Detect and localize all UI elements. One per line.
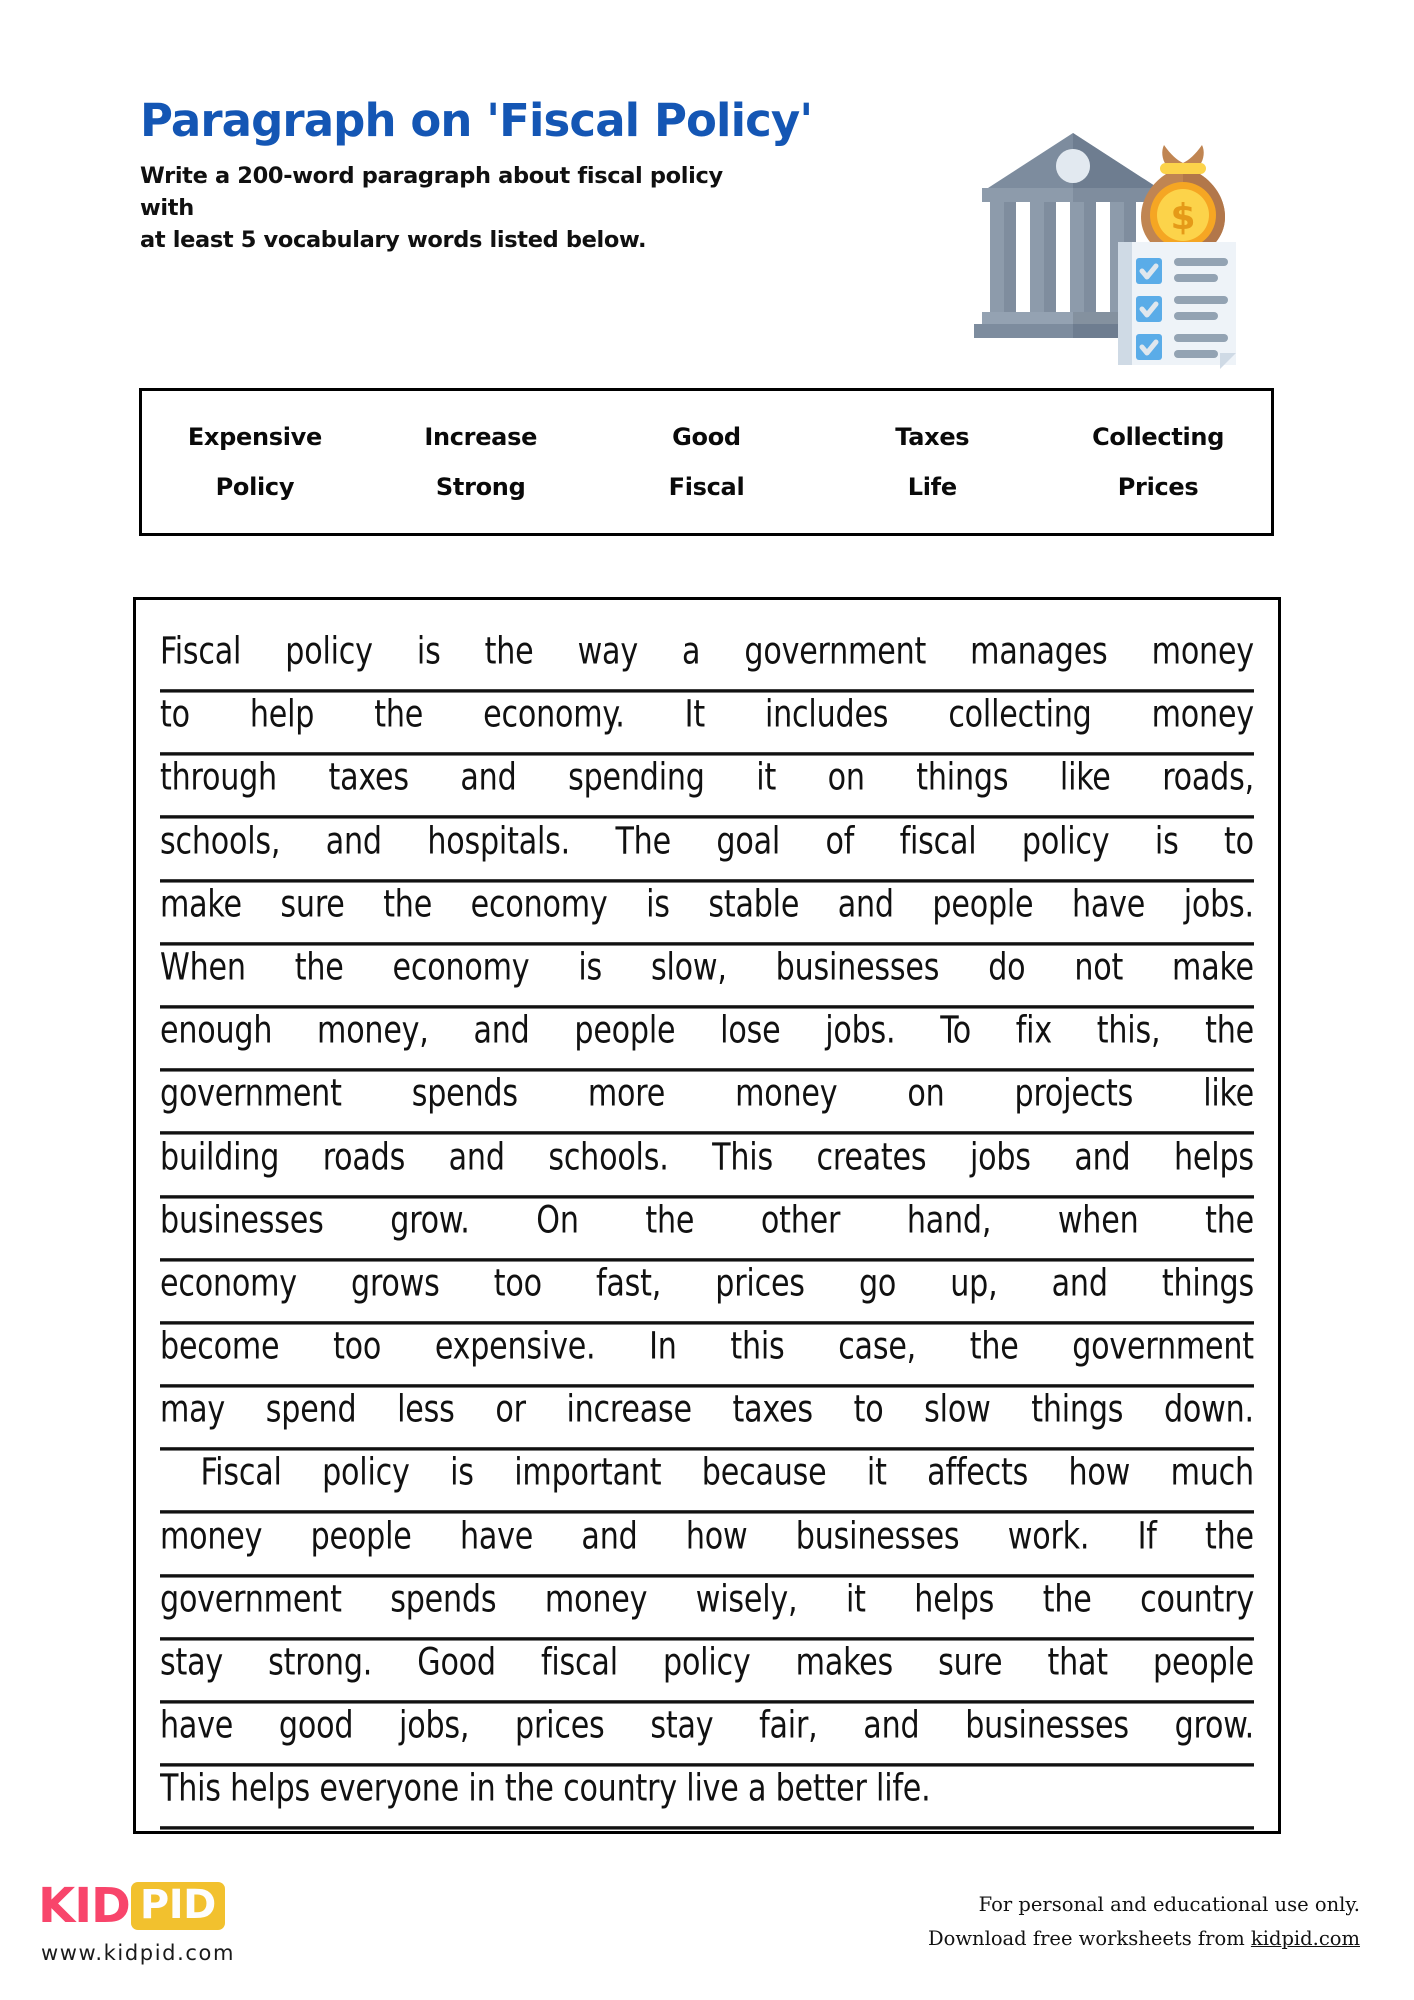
paragraph-line: through taxes and spending it on things like roads, (160, 748, 1254, 819)
footer-note-prefix: Download free worksheets from (927, 1926, 1251, 1950)
vocabulary-word: Life (907, 473, 957, 501)
vocabulary-word-bank (139, 388, 1274, 536)
paragraph-line: government spends money wisely, it helps the country (160, 1570, 1254, 1641)
paragraph-line: money people have and how businesses work. If the (160, 1507, 1254, 1578)
instruction-line-1: Write a 200-word paragraph about fiscal policy with (140, 162, 723, 221)
vocabulary-word: Policy (215, 473, 295, 501)
money-bag-icon (1141, 145, 1225, 256)
vocabulary-word: Prices (1117, 473, 1199, 501)
paragraph-line: have good jobs, prices stay fair, and businesses grow. (160, 1696, 1254, 1767)
footer-note-line-2 (928, 1922, 1360, 1956)
paragraph-line: Fiscal policy is important because it affects how much (160, 1443, 1254, 1514)
paragraph-line: government spends more money on projects like (160, 1064, 1254, 1135)
logo-website-url: www.kidpid.com (41, 1941, 236, 1965)
paragraph-line: schools, and hospitals. The goal of fiscal policy is to (160, 812, 1254, 883)
paragraph-line: enough money, and people lose jobs. To fix this, the (160, 1001, 1254, 1072)
vocabulary-word: Increase (424, 422, 538, 451)
vocabulary-word: Strong (435, 473, 526, 501)
paragraph-line: make sure the economy is stable and people have jobs. (160, 875, 1254, 946)
page-title: Paragraph on 'Fiscal Policy' (140, 94, 813, 147)
checklist-document-icon (1118, 242, 1236, 369)
logo-mark (38, 1880, 235, 1932)
vocabulary-row-1 (142, 412, 1271, 462)
paragraph-line: may spend less or increase taxes to slow things down. (160, 1380, 1254, 1451)
paragraph-line: building roads and schools. This creates jobs and helps (160, 1128, 1254, 1199)
paragraph-line: to help the economy. It includes collecting money (160, 685, 1254, 756)
vocabulary-row-2 (142, 462, 1271, 512)
kidpid-link[interactable]: kidpid.com (1250, 1926, 1360, 1950)
vocabulary-word: Expensive (187, 422, 322, 451)
vocabulary-word: Taxes (895, 422, 970, 451)
vocabulary-word: Fiscal (668, 473, 745, 501)
worksheet-footer (0, 1872, 1414, 2000)
paragraph-line: stay strong. Good fiscal policy makes sure that people (160, 1633, 1254, 1704)
svg-text:$: $ (1170, 197, 1196, 238)
bank-money-checklist-illustration (968, 103, 1258, 383)
vocabulary-word: Collecting (1092, 422, 1225, 451)
footer-usage-note (928, 1888, 1360, 1955)
worksheet-header (0, 95, 1414, 310)
paragraph-line: When the economy is slow, businesses do not make (160, 938, 1254, 1009)
paragraph-line: Fiscal policy is the way a government manages money (160, 622, 1254, 693)
header-text-block (140, 95, 900, 257)
instruction-line-2: at least 5 vocabulary words listed below. (140, 226, 647, 253)
logo-text-kid: KID (38, 1878, 130, 1934)
paragraph-line: businesses grow. On the other hand, when the (160, 1191, 1254, 1262)
paragraph-line: economy grows too fast, prices go up, and things (160, 1254, 1254, 1325)
paragraph-answer-area[interactable] (133, 597, 1281, 1834)
instruction-text (140, 161, 740, 257)
kidpid-logo[interactable] (38, 1880, 235, 1965)
footer-note-line-1: For personal and educational use only. (978, 1893, 1360, 1916)
vocabulary-word: Good (672, 422, 741, 451)
logo-text-pid: PID (131, 1882, 225, 1930)
paragraph-line: become too expensive. In this case, the government (160, 1317, 1254, 1388)
paragraph-line: This helps everyone in the country live a better life. (160, 1759, 1254, 1830)
